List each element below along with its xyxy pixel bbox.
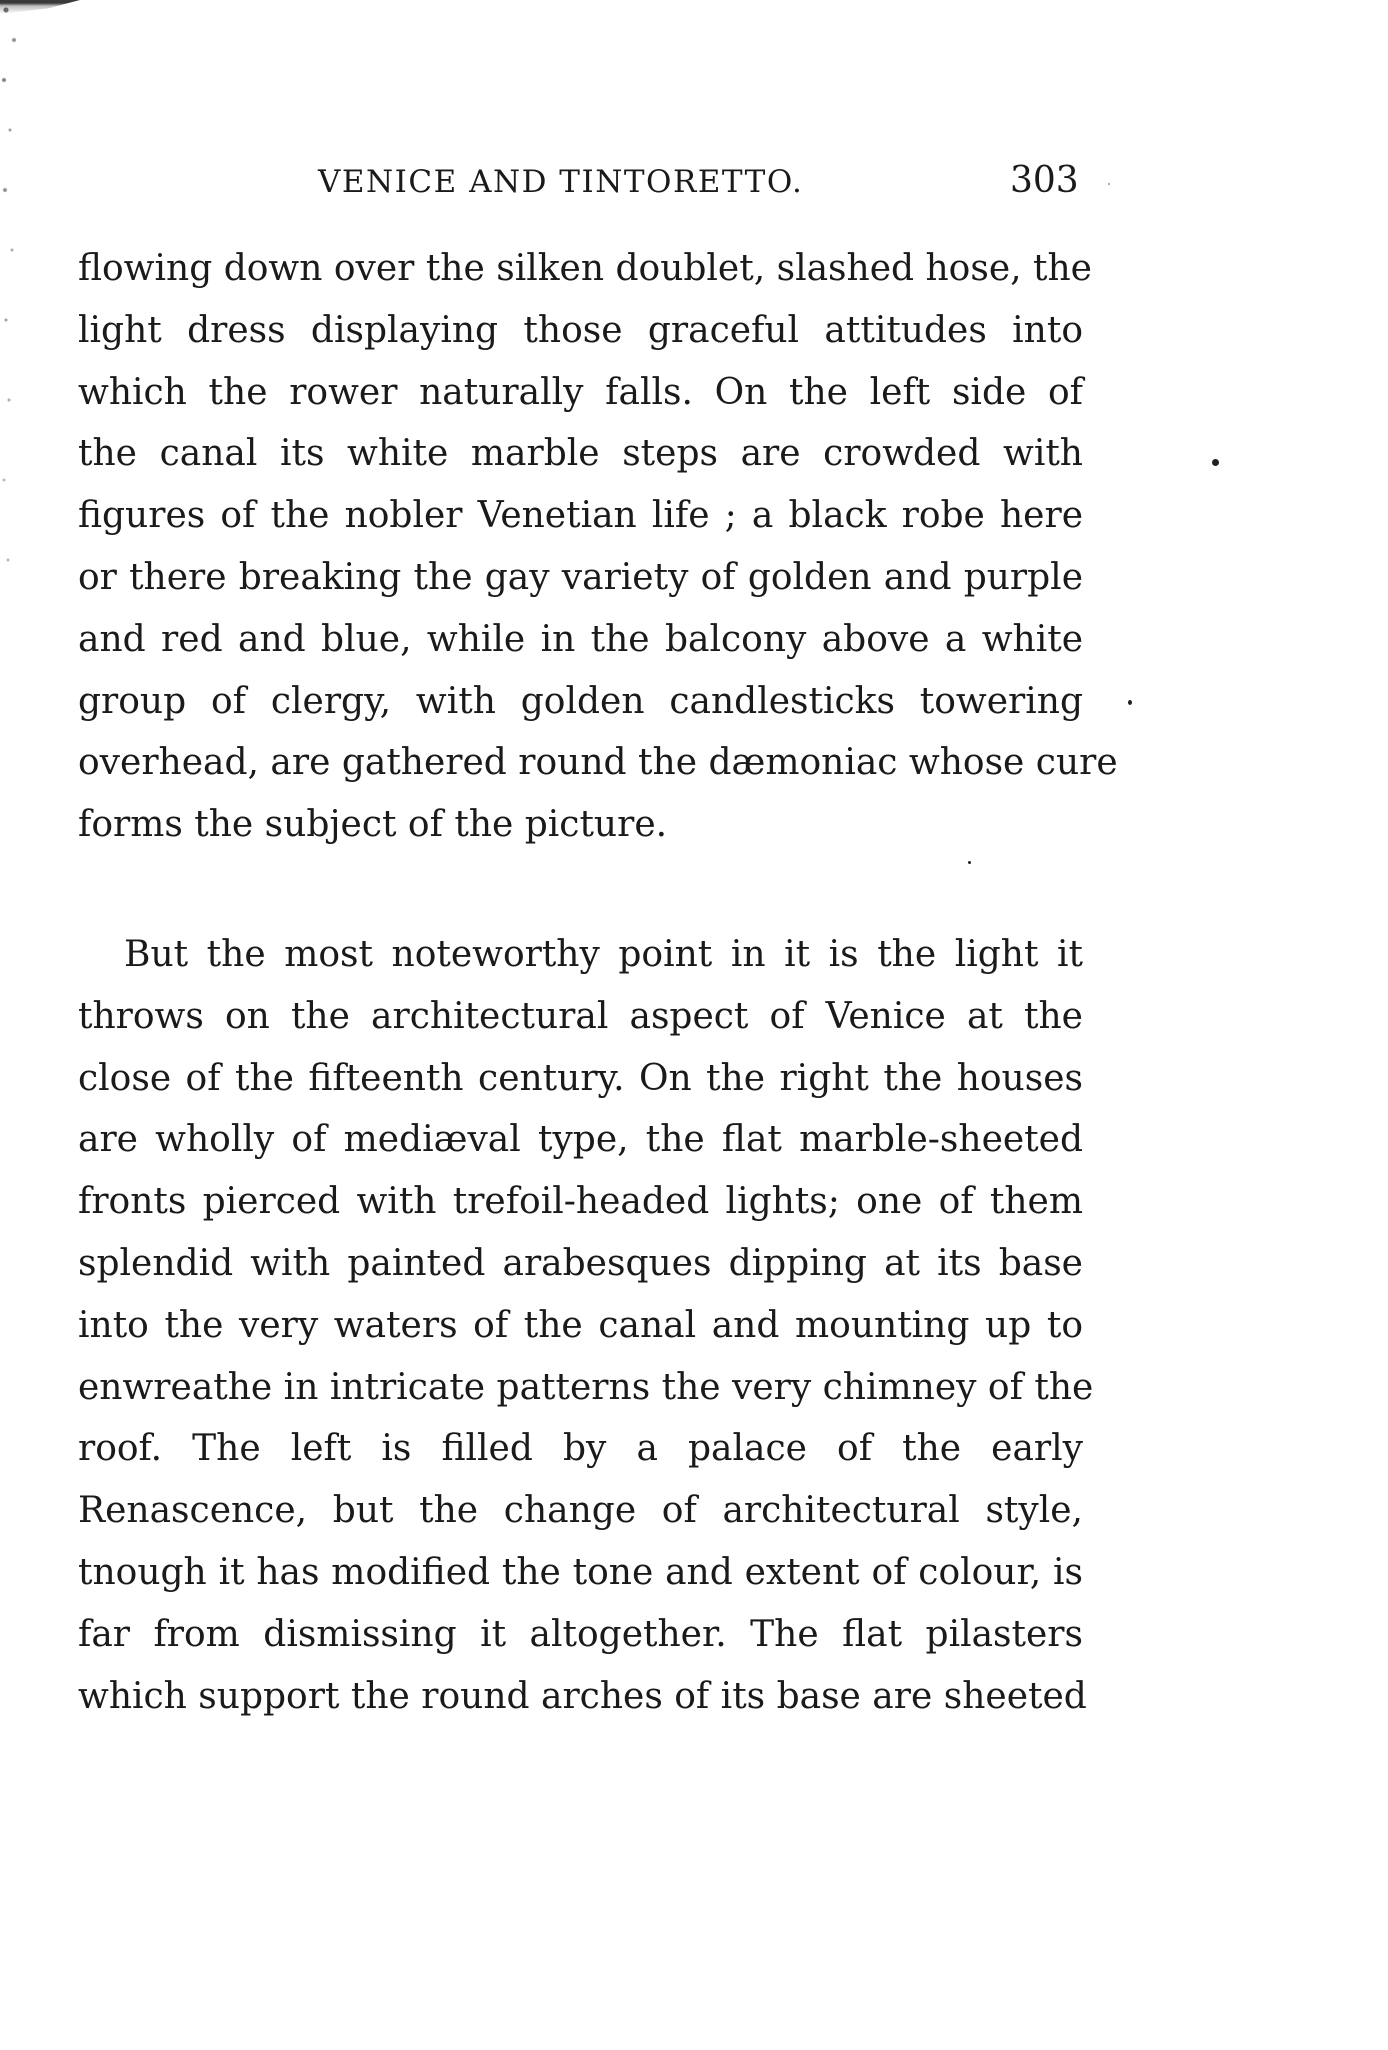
text-line: or there breaking the gay variety of golden and purple [78, 556, 1083, 598]
page-number: 303 [1010, 160, 1079, 201]
text-line: figures of the nobler Venetian life ; a black robe here [78, 495, 1083, 537]
text-line: and red and blue, while in the balcony above a white [78, 618, 1083, 660]
margin-speck [1212, 459, 1219, 466]
text-line: Renascence, but the change of architectural style, [78, 1490, 1083, 1532]
text-line: which the rower naturally falls. On the left side of [78, 371, 1083, 413]
text-line: overhead, are gathered round the dæmoniac whose cure [78, 742, 1118, 784]
margin-speck [968, 861, 971, 864]
scan-corner-shadow [0, 0, 80, 14]
text-line: But the most noteworthy point in it is the light it [124, 934, 1083, 975]
running-head [0, 160, 1388, 204]
text-line: into the very waters of the canal and mounting up to [78, 1304, 1083, 1346]
scan-edge-noise [0, 0, 36, 620]
text-line: which support the round arches of its base are sheeted [78, 1675, 1087, 1717]
text-line: the canal its white marble steps are crowded with [78, 433, 1083, 475]
running-title: VENICE AND TINTORETTO. [318, 164, 804, 200]
text-line: are wholly of mediæval type, the flat marble-sheeted [78, 1119, 1083, 1161]
text-line: throws on the architectural aspect of Venice at the [78, 995, 1083, 1037]
text-line: group of clergy, with golden candlesticks towering [78, 680, 1083, 722]
text-line: light dress displaying those graceful attitudes into [78, 309, 1083, 351]
text-line: splendid with painted arabesques dipping at its base [78, 1242, 1083, 1284]
text-line: tnough it has modified the tone and extent of colour, is [78, 1551, 1083, 1593]
margin-speck [1128, 700, 1132, 705]
text-line: far from dismissing it altogether. The flat pilasters [78, 1613, 1083, 1655]
text-line: forms the subject of the picture. [78, 804, 668, 846]
text-line: close of the fifteenth century. On the right the houses [78, 1057, 1083, 1099]
paragraph-1 [78, 238, 1118, 856]
text-line: flowing down over the silken doublet, slashed hose, the [78, 248, 1092, 289]
paragraph-2 [78, 924, 1094, 1727]
text-line: enwreathe in intricate patterns the very chimney of the [78, 1366, 1094, 1408]
text-line: roof. The left is filled by a palace of the early [78, 1428, 1083, 1470]
text-line: fronts pierced with trefoil-headed lights; one of them [78, 1181, 1083, 1223]
